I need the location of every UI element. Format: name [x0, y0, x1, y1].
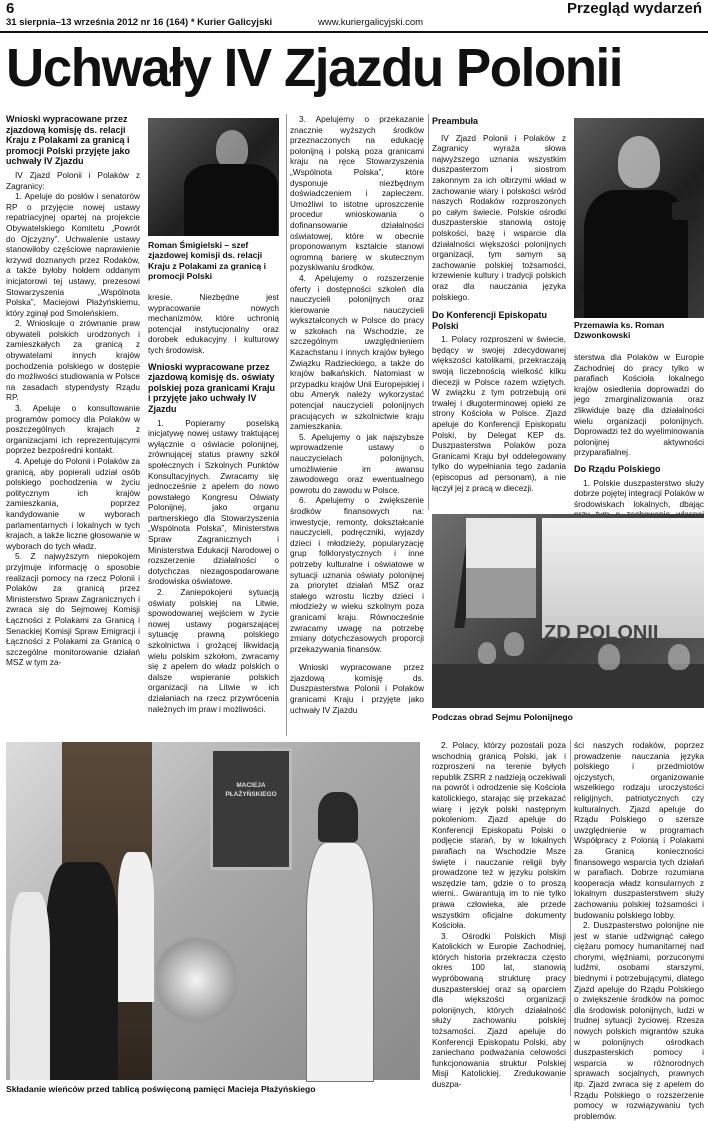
col6-paragraph: 3. Ośrodki Polskich Misji Katolickich w Europie Zachodniej, których historia przekracza często okres 100 lat, stanowią wypróbowaną strukturę pracy duszpasterskiej oraz są oparciem dla większości organizacji polonijnych, których działalność służy zachowaniu polskiej tożsamości. Zjazd apeluje do Konferencji Episkopatu Polski, aby zaniechano podważania celowości funkcjonowania struktur Polskiej Misji Katolickiej. Zredukowanie duszpa-: [432, 930, 566, 1089]
col3-paragraph: 4. Apelujemy o rozszerzenie oferty i dostępności szkoleń dla nauczycieli polonijnych oraz kierowanie nauczycieli wykształconych w Polsce do pracy w szkołach na Wschodzie, ze szczególnym uwzględnieniem Kazachstanu i innych krajów byłego Związku Radzieckiego, a także do krajów bałkańskich. Natomiast w przypadku krajów Unii Europejskiej i obu Ameryk należy wykorzystać potencjał nauczycieli polonijnych pracujących w szkolnictwie kraju zamieszkania.: [290, 272, 424, 432]
col2-heading: Wnioski wypracowane przez zjazdową komisję ds. oświaty polskiej poza granicami Kraju i przyjęte jako uchwały IV Zjazdu: [148, 361, 276, 414]
column-6: [432, 740, 566, 1100]
column-7: [574, 740, 704, 1121]
column-2: [148, 292, 279, 736]
plaque-text: [213, 781, 289, 799]
microphone: [672, 202, 698, 220]
plaque-line: PŁAŻYŃSKIEGO: [225, 791, 277, 798]
dateline: 31 sierpnia–13 września 2012 nr 16 (164) * Kurier Galicyjski: [6, 17, 273, 28]
column-1: [6, 112, 140, 740]
photo-roman-dzwonkowski: [574, 118, 704, 318]
col7-paragraph: 2. Duszpasterstwo polonijne nie jest w stanie udźwignąć całego ciężaru pomocy humanitarnej nad chorymi, więźniami, porzuconymi ludźmi, osobami starszymi, biednymi i potrzebującymi, dlatego Zjazd apeluje do Rządu Polskiego o zwiększenie środków na pomoc dla środowisk polonijnych, ludzi w trudnej sytuacji życiowej. Rzesza nowych polskich migrantów szuka w polonijnych ośrodkach duszpasterskich pomocy i wsparcia w różnorodnych sprawach socjalnych, prawnych itp. Zjazd zwraca się z apelem do Rządu Polskiego o rozszerzenie pomocy w rozwiązywaniu tych problemów.: [574, 920, 704, 1121]
header-rule: [0, 31, 708, 33]
page-headline: Uchwały IV Zjazdu Polonii: [6, 38, 623, 98]
col5-paragraph: 1. Polskie duszpasterstwo służy dobrze pojętej integracji Polaków w środowiskach lokalnych, dbając: [574, 477, 704, 509]
banner-text: ZD POLONII: [544, 622, 659, 644]
memorial-plaque: [210, 748, 292, 870]
col5-paragraph: sterstwa dla Polaków w Europie Zachodniej do pracy tylko w parafiach Kościoła lokalnego krajów osiedlenia doprowadzi do jego zmarginalizowania oraz zlikwiduje bazę dla działalności wielu organizacji polonijnych. Doprowadzi też do wyeliminowania polonijnej aktywności przyparafialnej.: [574, 352, 704, 458]
column-divider: [570, 740, 571, 1096]
website-link[interactable]: www.kuriergalicyjski.com: [318, 17, 424, 28]
photo-roman-smigielski: [148, 118, 279, 236]
column-5: [574, 352, 704, 512]
col2-paragraph: 1. Popieramy poselską inicjatywę nowej ustawy traktującej wyłącznie o oświacie polonijnej, zrównującej status prawny szkół społecznych i Szkolnych Punktów Konsultacyjnych. Zwracamy się jednocześnie z apelem do nowo powstałego Kongresu Oświaty Polonijnej, jako organu partnerskiego dla Stowarzyszenia „Wspólnota Polska”, Ministerstwa Spraw Zagranicznych i Ministerstwa Edukacji Narodowej o rozszerzenie działalności o dotychczas niezagospodarowane środowiska oświatowe.: [148, 417, 279, 587]
photo3-caption: Podczas obrad Sejmu Polonijnego: [432, 712, 573, 722]
photo4-caption: Składanie wieńców przed tablicą poświęconą pamięci Macieja Płażyńskiego: [6, 1084, 316, 1094]
col3-paragraph: 5. Apelujemy o jak najszybsze wprowadzenie ustawy o nauczycielach polonijnych, umożliwienie im awansu zawodowego oraz ewentualnego powrotu do zawodu w Polsce.: [290, 431, 424, 495]
flag: [466, 518, 536, 618]
column-divider: [286, 114, 287, 736]
speaker-head: [618, 136, 660, 188]
person-head: [478, 642, 496, 664]
column-divider: [428, 114, 429, 510]
col7-paragraph: ści naszych rodaków, poprzez prowadzenie nauczania języka polskiego i przedmiotów ojczystych, organizowanie wszelkiego rodzaju uroczystości religijnych, patriotycznych czy kulturalnych. Zjazd apeluje do Rządu Polskiego o szersze uwzględnienie w programach Współpracy z Polonią i Polakami za Granicą konieczności finansowego wsparcia tych działań w parafiach. Dobrze rozumiana kooperacja władz konsularnych z lokalnym duszpasterstwem służy zachowaniu polskiej tożsamości i budowaniu polskiego lobby.: [574, 740, 704, 920]
speaker-body: [184, 164, 278, 236]
person-head: [668, 644, 690, 670]
honor-guard: [306, 842, 374, 1082]
photo-plaque-ceremony: [6, 742, 420, 1080]
banner-backdrop: [542, 518, 704, 644]
section-title: Przegląd wydarzeń: [566, 0, 702, 17]
column-4: [432, 114, 566, 510]
presidium-table: [432, 664, 704, 708]
speaker-head: [216, 130, 248, 168]
col1-heading: Wnioski wypracowane przez zjazdową komisję ds. relacji Kraju z Polakami za granicą i promocji Polski przyjęte jako uchwały IV Zjazdu: [6, 114, 131, 167]
col2-paragraph: 2. Zaniepokojeni sytuacją oświaty polskiej na Litwie, spowodowanej wejściem w życie nowej ustawy pogarszającej sytuację prawną polskiego szkolnictwa i grożącej likwidacją wielu polskim szkołom, zwracamy się z apelem do władz polskich o dalsze wspieranie polskich organizacji na Litwie w ich działaniach na rzecz przywrócenia należnych im praw i możliwości.: [148, 587, 279, 714]
col1-paragraph: 3. Apeluje o konsultowanie programów pomocy dla Polaków w poszczególnych krajach z organizacjami ich reprezentującymi poprzez bezpośredni kontakt.: [6, 403, 140, 456]
honor-guard: [118, 852, 154, 1002]
person-head: [504, 632, 524, 656]
guard-cap: [318, 792, 358, 842]
col1-paragraph: IV Zjazd Polonii i Polaków z Zagranicy:: [6, 169, 140, 191]
wreath: [156, 932, 236, 1028]
col1-paragraph: 2. Wnioskuje o zrównanie praw obywateli polskich urodzonych i zamieszkałych za granicą z obywatelami innych krajów pochodzenia polskiego w dostępie do możliwości studiowania w Polsce na zasadach stypendysty Rządu RP.: [6, 318, 140, 403]
col3-paragraph: 3. Apelujemy o przekazanie znacznie wyższych środków przeznaczonych na edukację polonijną i polską poza granicami kraju na ręce Stowarzyszenia „Wspólnota Polska”, które dysponuje niezbędnym doświadczeniem i zapleczem. Umożliwi to istotne uproszczenie procedur wnioskowania o dofinansowanie działalności oświatowej, które w obecnie proponowanym kształcie stanowi ogromną barierę w skutecznym pozyskiwaniu środków.: [290, 114, 424, 273]
col1-paragraph: 1. Apeluje do posłów i senatorów RP o przyjęcie nowej ustawy repatriacyjnej opartej na projekcie Obywatelskiego Komitetu „Powrót do Ojczyzny”. Uchwalenie ustawy stanowiłoby częściowe naprawienie krzywd doznanych przez Rodaków, a także byłoby hołdem oddanym inicjatorowi tej ustawy, prezesowi Stowarzyszenia „Wspólnota Polska”, Maciejowi Płażyńskiemu, który zginął pod Smoleńskiem.: [6, 191, 140, 318]
col1-paragraph: 5. Z najwyższym niepokojem przyjmuje informację o sposobie realizacji pomocy na rzecz Polonii i Polaków za granicą przez Ministerstwo Spraw Zagranicznych i zwraca się do Sejmowej Komisji Łączności z Polakami za Granicą i Senackiej Komisji Spraw Emigracji i Łączności z Polakami za Granicą o szczególne monitorowanie działań MSZ w tym za-: [6, 551, 140, 668]
column-3: [290, 114, 424, 736]
person-head: [598, 644, 620, 670]
plaque-line: MACIEJA: [236, 782, 266, 789]
col4-preamble: IV Zjazd Polonii i Polaków z Zagranicy wyraża słowa najwyższego uznania wszystkim duszpasterzom i siostrom zakonnym za ich olbrzymi wkład w zachowanie wiary i polskości wśród naszych Rodaków rozproszonych po całym świecie. Polskie ośrodki duszpasterskie stanowią ostoję polskości, bazę i wsparcie dla działalności większości polonijnych organizacji, tym samym są zachowanie polskiej tożsamości, krzewienie kultury i tradycji polskich oraz dla nauczania języka polskiego.: [432, 132, 566, 302]
col4-paragraph: 1. Polacy rozproszeni w świecie, będący w swojej zdecydowanej większości katolikami, przekraczają swoją liczebnością wielkość kilku diecezji w Polsce razem wziętych. W związku z tym potrzebują oni trwałej i długoterminowej opieki ze strony Kościoła w Polsce. Zjazd apeluje do Konferencji Episkopatu Polski, by Delegat KEP ds. Duszpasterstwa Polaków poza Granicami Kraju był oddelegowany tylko do wypełniania tego zadania (episcopus ad personam), a nie łączył jej z pracą w diecezji.: [432, 334, 566, 493]
photo1-caption: Roman Śmigielski – szef zjazdowej komisji ds. relacji Kraju z Polakami za granicą i promocji Polski: [148, 240, 266, 282]
col1-paragraph: 4. Apeluje do Polonii i Polaków za granicą, aby popierali udział osób polskiego pochodzenia w życiu politycznym ich krajów zamieszkania, poprzez kandydowanie w wyborach parlamentarnych i lokalnych w tych krajach, a także liczne głosowanie w wyborach do tych władz.: [6, 456, 140, 551]
col5-heading: Do Rządu Polskiego: [574, 463, 661, 474]
col6-paragraph: 2. Polacy, którzy pozostali poza wschodnią granicą Polski, jak i rozproszeni na terenie byłych republik ZSRR z nadzieją oczekiwali na powrót i odrodzenie się Kościoła katolickiego, starając się przekazać wiarę i język polski następnym pokoleniom. Zjazd apeluje do Konferencji Episkopatu Polski o podjęcie starań, by w lokalnych parafiach na Wschodzie Msze święte i nauczanie religii były prowadzone też w języku polskim wszędzie tam, gdzie o to proszą wierni.. Gwarantują im to nie tylko prawa człowieka, ale przede wszystkim oficjalne dokumenty Kościoła.: [432, 740, 566, 931]
photo-sejm-polonijny: [432, 514, 704, 708]
col2-lead: kresie. Niezbędne jest wypracowanie nowych mechanizmów, które uchronią potencjał instytucjonalny oraz dorobek edukacyjny i kulturowy tych środowisk.: [148, 292, 279, 355]
attendee: [46, 862, 118, 1080]
col3-paragraph: 6. Apelujemy o zwiększenie środków finansowych na: inwestycje, remonty, dokształcanie nauczycieli, podręczniki, wyjazdy dzieci i młodzieży, popularyzację grup folklorystycznych i inne potrzeby kulturalne i oświatowe w sytuacji uznania oświaty polonijnej za priorytet działań MSZ oraz stałego wzrostu liczby dzieci i młodzieży w wieku szkolnym poza granicami kraju. Równocześnie zwracamy uwagę na potrzebę zmiany dotychczasowych proporcji przekazywania finansów.: [290, 495, 424, 654]
photo2-caption: Przemawia ks. Roman Dzwonkowski: [574, 320, 665, 341]
col4-heading-preamble: Preambuła: [432, 116, 479, 126]
col3-closing: Wnioski wypracowane przez zjazdową komisję ds. Duszpasterstwa Polonii i Polaków granicami Kraju i przyjęte jako uchwały IV Zjazdu: [290, 662, 424, 715]
attendee: [10, 892, 50, 1080]
col4-heading-episcopate: Do Konferencji Episkopatu Polski: [432, 310, 548, 331]
page-number: 6: [6, 0, 15, 17]
